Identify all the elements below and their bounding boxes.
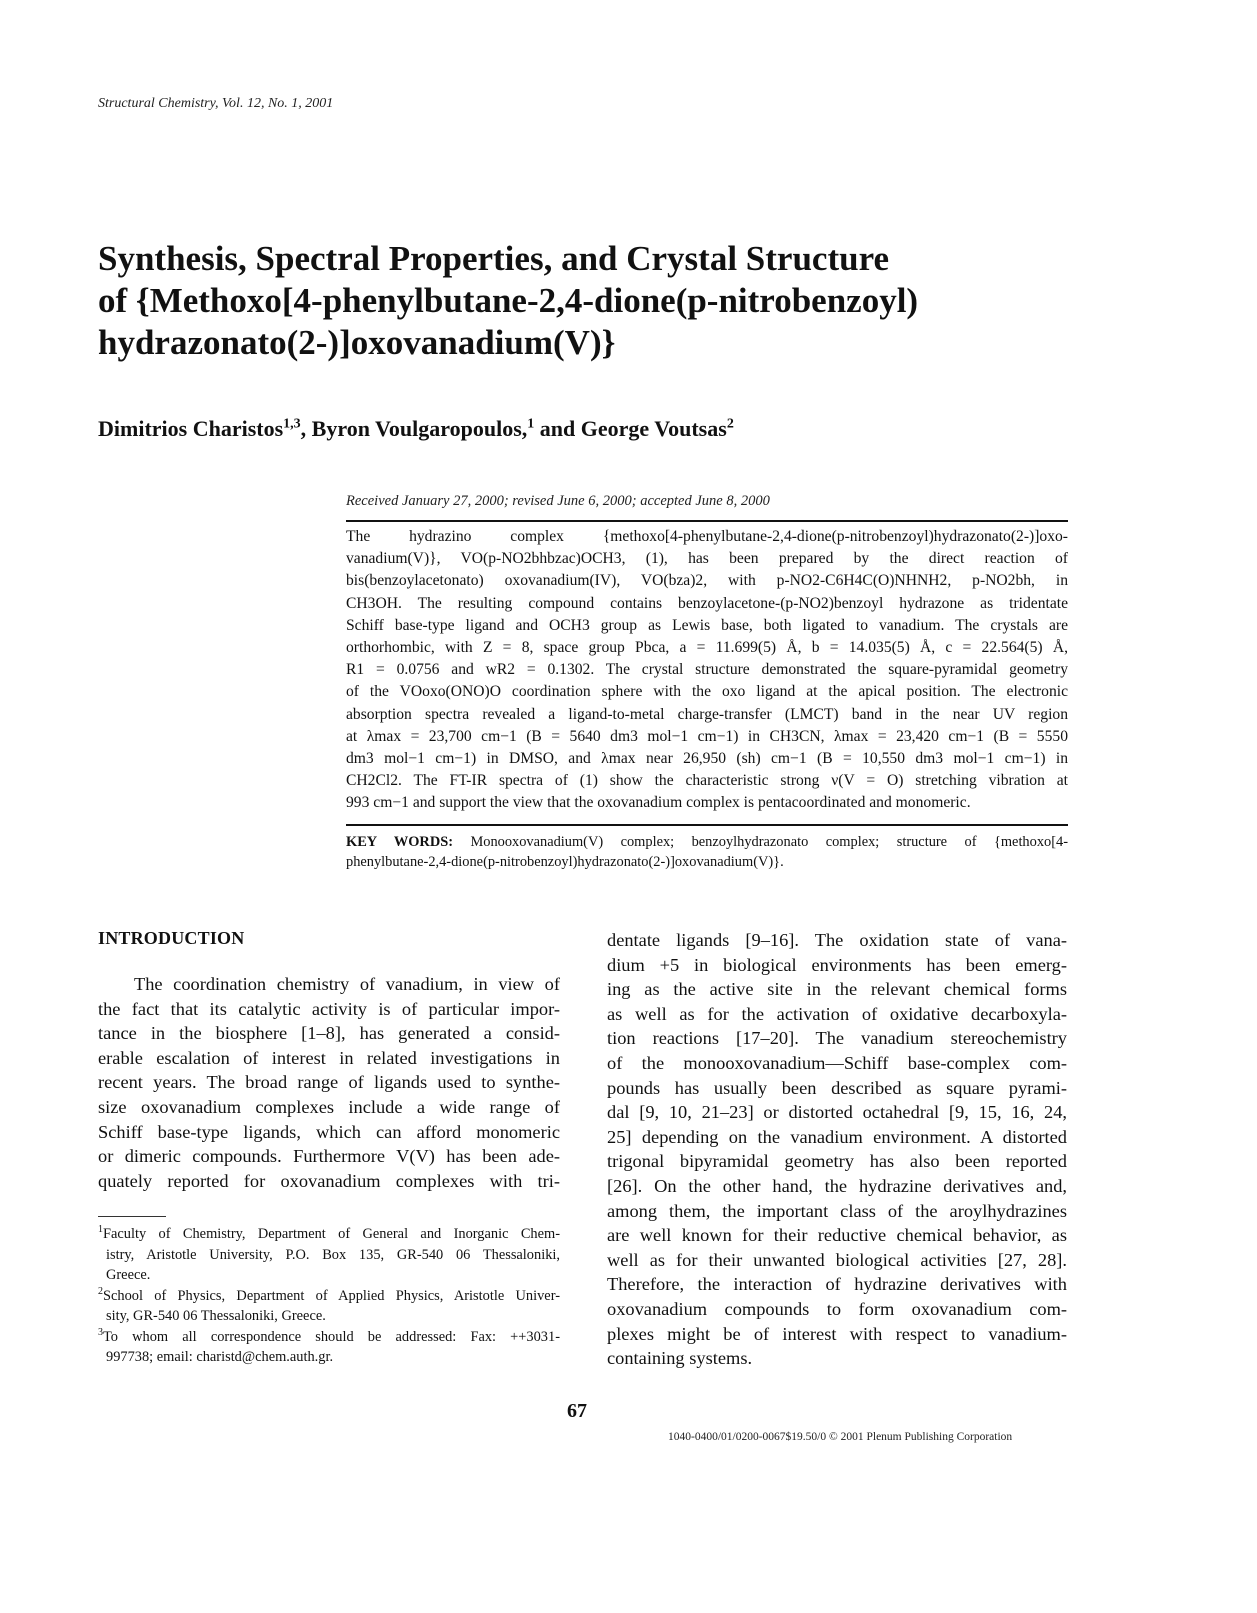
footnote-line: Greece.: [106, 1267, 151, 1283]
footnote-text: Faculty of Chemistry, Department of General and Inorganic Chem-: [103, 1226, 560, 1242]
affiliation-mark: 1,3: [283, 416, 301, 432]
footnote-mark: 3: [98, 1326, 103, 1338]
body-line: Therefore, the interaction of hydrazine derivatives with: [607, 1274, 1067, 1295]
abstract-line: The hydrazino complex {methoxo[4-phenylbutane-2,4-dione(p-nitrobenzoyl)hydrazonato(2-)]oxo-: [346, 528, 1068, 545]
title-line: Synthesis, Spectral Properties, and Crystal Structure: [98, 239, 890, 278]
affiliation-mark: 1: [527, 416, 535, 432]
footnote-3: [98, 1327, 560, 1368]
body-line: containing systems.: [607, 1348, 753, 1369]
footnote-line: [98, 1286, 560, 1307]
abstract-line: at λmax = 23,700 cm−1 (B = 5640 dm3 mol−1 cm−1) in CH3CN, λmax = 23,420 cm−1 (B = 5550: [346, 727, 1068, 745]
footnote-text: To whom all correspondence should be addressed: Fax: ++3031-: [103, 1328, 560, 1345]
body-line: quately reported for oxovanadium complexes with tri-: [98, 1170, 560, 1191]
keywords-line: [346, 832, 1068, 852]
abstract-line: bis(benzoylacetonato) oxovanadium(IV), VO(bza)2, with p-NO2-C6H4C(O)NHNH2, p-NO2bh, in: [346, 572, 1068, 590]
section-heading: INTRODUCTION: [98, 928, 245, 948]
body-line: dentate ligands [9–16]. The oxidation state of vana-: [607, 930, 1067, 950]
abstract-line: CH3OH. The resulting compound contains benzoylacetone-(p-NO2)benzoyl hydrazone as tridentate: [346, 594, 1068, 612]
footnote-text: School of Physics, Department of Applied Physics, Aristotle Univer-: [103, 1287, 560, 1304]
body-line: tance in the biosphere [1–8], has generated a consid-: [98, 1023, 560, 1044]
abstract-top-rule: [346, 520, 1068, 522]
body-line: are well known for their reductive chemical behavior, as: [607, 1225, 1067, 1246]
footnote-rule: [98, 1216, 166, 1217]
footnote-line: istry, Aristotle University, P.O. Box 135, GR-540 06 Thessaloniki,: [106, 1246, 560, 1263]
abstract-line: Schiff base-type ligand and OCH3 group as Lewis base, both ligated to vanadium. The crystals are: [346, 616, 1068, 634]
body-line: recent years. The broad range of ligands used to synthe-: [98, 1072, 560, 1093]
footnote-line: [98, 1327, 560, 1348]
footnote-2: [98, 1286, 560, 1327]
abstract-line: orthorhombic, with Z = 8, space group Pbca, a = 11.699(5) Å, b = 14.035(5) Å, c = 22.564(5) Å,: [346, 639, 1068, 657]
body-line: oxovanadium compounds to form oxovanadium com-: [607, 1298, 1067, 1319]
body-line: dium +5 in biological environments has been emerg-: [607, 954, 1067, 975]
footnote-mark: 1: [98, 1224, 103, 1236]
body-line: plexes might be of interest with respect to vanadium-: [607, 1323, 1067, 1344]
footnote-mark: 2: [98, 1285, 103, 1297]
intro-left-column: [98, 972, 560, 1193]
body-line: the fact that its catalytic activity is of particular impor-: [98, 998, 560, 1019]
footnotes: [98, 1224, 560, 1368]
page-number: 67: [567, 1400, 587, 1422]
body-line: tion reactions [17–20]. The vanadium stereochemistry: [607, 1028, 1067, 1049]
footnote-line: sity, GR-540 06 Thessaloniki, Greece.: [106, 1308, 326, 1324]
body-line: ing as the active site in the relevant chemical forms: [607, 979, 1067, 1000]
footnote-1: [98, 1224, 560, 1286]
author-name: and George Voutsas: [534, 416, 727, 441]
copyright-line: 1040-0400/01/0200-0067$19.50/0 © 2001 Plenum Publishing Corporation: [668, 1431, 1013, 1443]
affiliation-mark: 2: [726, 416, 734, 432]
footnote-line: [98, 1224, 560, 1245]
received-dates: Received January 27, 2000; revised June 6, 2000; accepted June 8, 2000: [346, 493, 770, 509]
body-line: Schiff base-type ligands, which can afford monomeric: [98, 1121, 560, 1142]
abstract: [346, 526, 1068, 815]
body-line: erable escalation of interest in related investigations in: [98, 1047, 560, 1068]
body-line: 25] depending on the vanadium environment. A distorted: [607, 1126, 1067, 1147]
keywords: [346, 832, 1068, 872]
abstract-bottom-rule: [346, 824, 1068, 826]
body-line: [26]. On the other hand, the hydrazine derivatives and,: [607, 1175, 1067, 1196]
author-list: [98, 416, 734, 442]
keywords-text: Monooxovanadium(V) complex; benzoylhydrazonato complex; structure of {methoxo[4-: [453, 834, 1068, 850]
abstract-line: absorption spectra revealed a ligand-to-metal charge-transfer (LMCT) band in the near UV region: [346, 705, 1068, 723]
intro-right-column: [607, 928, 1067, 1371]
title-line: hydrazonato(2-)]oxovanadium(V)}: [98, 323, 616, 362]
body-line: well as for their unwanted biological activities [27, 28].: [607, 1249, 1067, 1270]
paper-title: [98, 238, 1078, 364]
body-line: size oxovanadium complexes include a wide range of: [98, 1096, 560, 1117]
body-line: as well as for the activation of oxidative decarboxyla-: [607, 1003, 1067, 1024]
abstract-line: vanadium(V)}, VO(p-NO2bhbzac)OCH3, (1), has been prepared by the direct reaction of: [346, 550, 1068, 568]
footnote-line: 997738; email: charistd@chem.auth.gr.: [106, 1349, 334, 1365]
body-line: The coordination chemistry of vanadium, in view of: [134, 974, 560, 994]
body-line: or dimeric compounds. Furthermore V(V) has been ade-: [98, 1146, 560, 1167]
abstract-line: CH2Cl2. The FT-IR spectra of (1) show the characteristic strong ν(V = O) stretching vibration at: [346, 772, 1068, 790]
author-name: , Byron Voulgaropoulos,: [300, 416, 528, 441]
abstract-line: R1 = 0.0756 and wR2 = 0.1302. The crystal structure demonstrated the square-pyramidal geometry: [346, 661, 1068, 679]
body-line: among them, the important class of the aroylhydrazines: [607, 1200, 1067, 1221]
abstract-line: dm3 mol−1 cm−1) in DMSO, and λmax near 26,950 (sh) cm−1 (B = 10,550 dm3 mol−1 cm−1) in: [346, 750, 1068, 768]
body-line: dal [9, 10, 21–23] or distorted octahedral [9, 15, 16, 24,: [607, 1102, 1067, 1123]
author-name: Dimitrios Charistos: [98, 416, 284, 441]
body-line: of the monooxovanadium—Schiff base-complex com-: [607, 1052, 1067, 1073]
abstract-line: 993 cm−1 and support the view that the oxovanadium complex is pentacoordinated and monomeric.: [346, 794, 971, 812]
journal-citation: Structural Chemistry, Vol. 12, No. 1, 2001: [98, 96, 334, 111]
body-line: trigonal bipyramidal geometry has also been reported: [607, 1151, 1067, 1172]
abstract-line: of the VOoxo(ONO)O coordination sphere with the oxo ligand at the apical position. The electronic: [346, 683, 1068, 701]
keywords-label: KEY WORDS:: [346, 834, 454, 850]
body-line: pounds has usually been described as square pyrami-: [607, 1077, 1067, 1098]
keywords-line: phenylbutane-2,4-dione(p-nitrobenzoyl)hydrazonato(2-)]oxovanadium(V)}.: [346, 854, 784, 870]
title-line: of {Methoxo[4-phenylbutane-2,4-dione(p-nitrobenzoyl): [98, 281, 919, 320]
